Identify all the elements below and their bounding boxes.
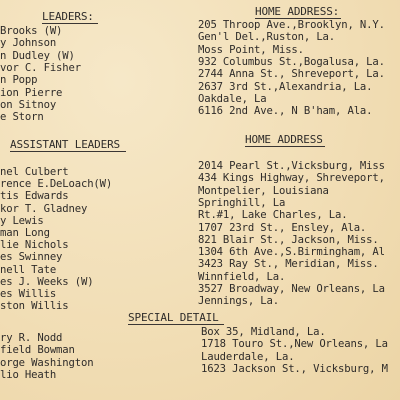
assistant-home-address-12: Jennings, La. <box>198 295 279 308</box>
leader-name-8: e Storn <box>0 111 44 124</box>
assistant-leaders-heading: ASSISTANT LEADERS <box>10 138 121 151</box>
leader-name-5: n Popp <box>0 74 38 87</box>
leader-home-address-3: Moss Point, Miss. <box>198 43 304 56</box>
leader-home-address-2: Gen'l Del.,Ruston, La. <box>198 31 336 44</box>
special-detail-address-4: 1623 Jackson St., Vicksburg, M <box>201 362 388 375</box>
assistant-leader-name-6: man Long <box>0 227 50 239</box>
leader-name-2: y Johnson <box>0 37 57 50</box>
leader-home-address-5: 2744 Anna St., Shreveport, La. <box>198 68 385 81</box>
assistant-leader-name-10: es J. Weeks (W) <box>0 275 94 288</box>
special-detail-name-1: ry R. Nodd <box>0 332 63 344</box>
home-address-heading-2-underline <box>245 146 325 147</box>
assistant-leader-name-2: rence E.DeLoach(W) <box>0 178 113 191</box>
assistant-leader-name-7: lie Nichols <box>0 239 69 252</box>
leader-home-address-4: 932 Columbus St.,Bogalusa, La. <box>198 55 385 68</box>
assistant-leader-name-4: kor T. Gladney <box>0 202 88 215</box>
leader-name-3: n Dudley (W) <box>0 49 75 62</box>
assistant-leader-name-12: ston Willis <box>0 300 69 313</box>
leader-name-6: ion Pierre <box>0 86 63 99</box>
assistant-leader-name-5: y Lewis <box>0 214 44 227</box>
assistant-home-address-5: Rt.#1, Lake Charles, La. <box>198 209 348 222</box>
assistant-leaders-heading-underline <box>10 151 126 152</box>
special-detail-name-2: field Bowman <box>0 344 75 357</box>
assistant-home-address-1: 2014 Pearl St.,Vicksburg, Miss <box>198 160 385 172</box>
assistant-home-address-6: 1707 23rd St., Ensley, Ala. <box>198 221 367 234</box>
special-detail-name-3: orge Washington <box>0 356 94 369</box>
leader-home-address-6: 2637 3rd St.,Alexandria, La. <box>198 80 373 93</box>
assistant-home-address-2: 434 Kings Highway, Shreveport, <box>198 172 385 185</box>
leaders-heading: LEADERS: <box>42 10 94 23</box>
special-detail-address-2: 1718 Touro St.,New Orleans, La <box>201 338 388 351</box>
assistant-home-address-3: Montpelier, Louisiana <box>198 184 329 197</box>
leader-name-1: Brooks (W) <box>0 25 63 37</box>
leader-home-address-8: 6116 2nd Ave., N B'ham, Ala. <box>198 105 373 118</box>
home-address-heading-1: HOME ADDRESS: <box>255 5 340 18</box>
special-detail-name-4: lio Heath <box>0 368 57 381</box>
special-detail-address-1: Box 35, Midland, La. <box>201 326 326 338</box>
assistant-home-address-8: 1304 6th Ave.,S.Birmingham, Al <box>198 246 385 259</box>
assistant-leader-name-8: es Swinney <box>0 251 63 264</box>
assistant-home-address-10: Winnfield, La. <box>198 270 286 283</box>
home-address-heading-2: HOME ADDRESS <box>245 133 323 146</box>
leader-home-address-1: 205 Throop Ave.,Brooklyn, N.Y. <box>198 19 385 31</box>
special-detail-heading-underline <box>128 324 224 325</box>
leader-name-4: vor C. Fisher <box>0 61 81 74</box>
leader-home-address-7: Oakdale, La <box>198 92 267 105</box>
assistant-leader-name-9: nell Tate <box>0 263 57 276</box>
assistant-home-address-11: 3527 Broadway, New Orleans, La <box>198 283 385 295</box>
assistant-leader-name-3: tis Edwards <box>0 190 69 203</box>
assistant-home-address-9: 3423 Ray St., Meridian, Miss. <box>198 258 379 271</box>
leader-name-7: on Sitnoy <box>0 98 57 111</box>
assistant-leader-name-1: nel Culbert <box>0 166 69 178</box>
special-detail-heading: SPECIAL DETAIL <box>128 311 219 324</box>
special-detail-address-3: Lauderdale, La. <box>201 350 295 363</box>
leaders-heading-underline <box>42 23 98 24</box>
assistant-leader-name-11: es Willis <box>0 288 57 300</box>
assistant-home-address-4: Springhill, La <box>198 196 286 209</box>
assistant-home-address-7: 821 Blair St., Jackson, Miss. <box>198 233 379 246</box>
